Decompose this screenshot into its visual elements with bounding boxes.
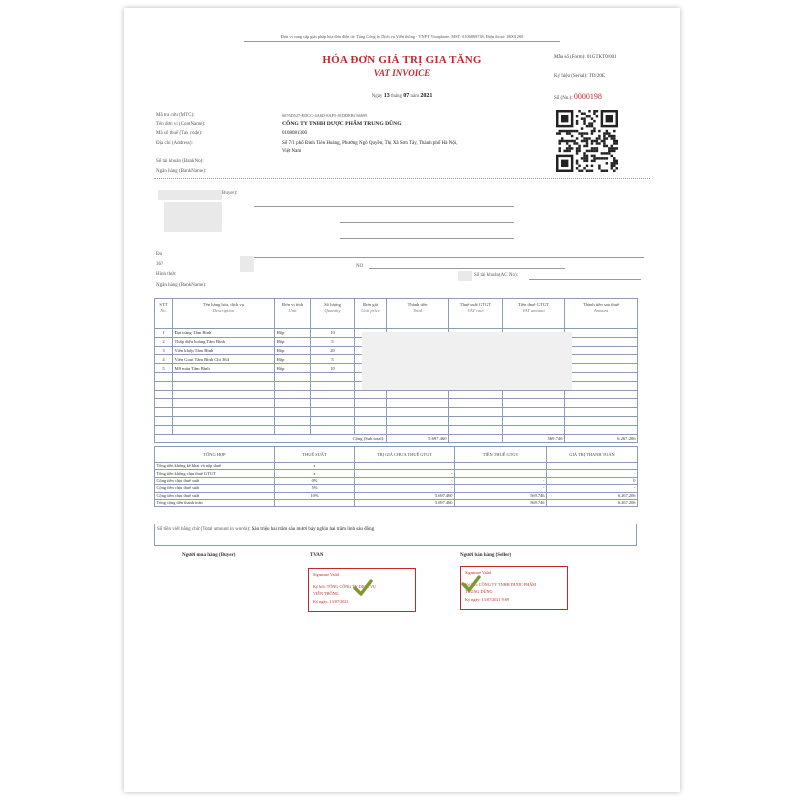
buyer-account-label: Số tài khoản(AC No):	[474, 273, 519, 278]
item-quantity: 20	[311, 346, 355, 355]
empty-cell	[311, 399, 355, 408]
summary-rate: x	[275, 463, 355, 470]
col-header-en: VAT amount	[522, 308, 545, 313]
form-number: Mẫu số (Form): 01GTKT0/001	[554, 55, 617, 60]
summary-vat	[455, 463, 547, 470]
summary-row	[155, 485, 638, 492]
empty-cell	[355, 390, 387, 399]
item-cell	[565, 355, 638, 364]
payment-method-label: Hình thức	[156, 272, 177, 277]
signature-valid-text: Signature Valid	[465, 570, 491, 575]
redacted-area	[164, 202, 222, 232]
items-col-header	[173, 299, 275, 329]
col-header-vn: Đơn giá	[363, 302, 378, 307]
amount-in-words: Số tiền viết bằng chữ (Total amount in words): Sáu triệu hai trăm sáu mươi bảy nghìn hai trăm linh sáu đồng	[154, 524, 637, 546]
empty-cell	[503, 425, 565, 434]
empty-cell	[503, 408, 565, 417]
empty-cell	[275, 425, 311, 434]
buyer-line	[340, 238, 514, 239]
summary-col-header: TỔNG HỢP	[155, 447, 275, 463]
empty-cell	[449, 408, 503, 417]
col-header-en: Unit	[288, 308, 297, 313]
subtotal-after-tax: 6.267.206	[565, 434, 638, 443]
empty-cell	[503, 416, 565, 425]
summary-rate: 5%	[275, 485, 355, 492]
items-col-header	[387, 299, 449, 329]
summary-pretax: -	[355, 470, 455, 477]
empty-cell	[355, 425, 387, 434]
summary-rate	[275, 499, 355, 506]
empty-cell	[565, 381, 638, 390]
summary-row	[155, 463, 638, 470]
summary-payment: 6.267.206	[547, 499, 638, 506]
empty-cell	[449, 425, 503, 434]
summary-pretax: -	[355, 477, 455, 484]
header-divider	[244, 41, 560, 42]
invoice-page	[124, 8, 680, 792]
empty-cell	[449, 399, 503, 408]
empty-cell	[311, 390, 355, 399]
empty-cell	[155, 425, 173, 434]
invoice-date: Ngày 13 tháng 07 năm 2021	[371, 93, 433, 99]
empty-cell	[565, 425, 638, 434]
col-header-vn: Số lượng	[324, 302, 341, 307]
items-col-header	[311, 299, 355, 329]
empty-cell	[387, 425, 449, 434]
empty-cell	[449, 416, 503, 425]
item-description: Viên Gout Tâm Bình Chi 364	[173, 355, 275, 364]
empty-cell	[355, 416, 387, 425]
check-icon	[461, 575, 481, 593]
signature-date: Ký ngày: 13/07/2021	[313, 599, 349, 604]
col-header-en: Amount	[593, 308, 609, 313]
empty-cell	[275, 408, 311, 417]
col-header-en: Unit price	[361, 308, 380, 313]
signature-signed-by-cont: TRUNG DŨNG	[465, 589, 493, 594]
item-no: 3	[155, 346, 173, 355]
summary-row	[155, 470, 638, 477]
empty-cell	[155, 381, 173, 390]
empty-cell	[565, 399, 638, 408]
table-row-empty	[155, 408, 638, 417]
empty-cell	[565, 408, 638, 417]
empty-cell	[387, 399, 449, 408]
signature-signed-by: Ký bởi: CÔNG TY TNHH DƯỢC PHẨM	[465, 582, 536, 587]
item-no: 4	[155, 355, 173, 364]
summary-vat: -	[455, 485, 547, 492]
summary-pretax: 5.697.460	[355, 499, 455, 506]
tvan-label: TVAN	[310, 553, 324, 558]
subtotal-rate	[449, 434, 503, 443]
col-header-vn: Thành tiền	[407, 302, 428, 307]
summary-pretax: 5.697.460	[355, 492, 455, 499]
col-header-vn: Đơn vị tính	[281, 302, 304, 307]
seller-divider	[154, 178, 650, 179]
empty-cell	[173, 372, 275, 381]
subtotal-amount: 5.697.460	[387, 434, 449, 443]
empty-cell	[311, 372, 355, 381]
item-description: Đại tràng Tâm Bình	[173, 329, 275, 338]
item-description: Viên khớp Tâm Bình	[173, 346, 275, 355]
empty-cell	[311, 381, 355, 390]
empty-cell	[565, 372, 638, 381]
empty-cell	[173, 399, 275, 408]
item-no: 2	[155, 337, 173, 346]
buyer-field-num: 36?	[156, 262, 164, 267]
empty-cell	[155, 390, 173, 399]
item-description: Thấp diệu hoàng Tâm Bình	[173, 337, 275, 346]
summary-col-header: TIỀN THUẾ GTGT	[455, 447, 547, 463]
empty-cell	[155, 372, 173, 381]
empty-cell	[275, 381, 311, 390]
subtotal-vat: 569.746	[503, 434, 565, 443]
item-unit: Hộp	[275, 337, 311, 346]
empty-cell	[275, 372, 311, 381]
summary-row	[155, 477, 638, 484]
qr-code	[556, 110, 618, 172]
address-label: Địa chỉ (Address):	[156, 141, 193, 146]
item-quantity: 10	[311, 329, 355, 338]
table-row-empty	[155, 416, 638, 425]
summary-payment	[547, 463, 638, 470]
item-quantity: 5	[311, 337, 355, 346]
col-header-en: Description	[212, 308, 235, 313]
items-col-header	[449, 299, 503, 329]
summary-vat: 569.746	[455, 499, 547, 506]
signature-signed-by: Ký bởi: TỔNG CÔNG TY DỊCH VỤ	[313, 584, 377, 589]
col-header-en: Quantity	[324, 308, 341, 313]
item-quantity: 5	[311, 355, 355, 364]
serial-number: Ký hiệu (Serial): TD/20E	[554, 74, 605, 79]
empty-cell	[275, 416, 311, 425]
summary-col-header: TRỊ GIÁ CHƯA THUẾ GTGT	[355, 447, 455, 463]
summary-label: Cộng tiền chịu thuế suất	[155, 492, 275, 499]
summary-vat: 569.746	[455, 492, 547, 499]
empty-cell	[173, 425, 275, 434]
mtc-label: Mã tra cứu (MTC):	[156, 113, 195, 118]
buyer-bank-label: Ngân hàng (BankName):	[156, 283, 207, 288]
buyer-field-da: Đa	[156, 252, 162, 257]
empty-cell	[155, 408, 173, 417]
summary-payment: -	[547, 485, 638, 492]
seller-company: CÔNG TY TNHH DƯỢC PHẨM TRUNG DŨNG	[282, 121, 402, 127]
buyer-line	[369, 268, 565, 269]
summary-header-row	[155, 447, 638, 463]
items-col-header	[355, 299, 387, 329]
table-row-empty	[155, 390, 638, 399]
item-quantity: 10	[311, 364, 355, 373]
col-header-vn: Thành tiền sau thuế	[582, 302, 620, 307]
summary-row	[155, 499, 638, 506]
col-header-vn: Tên hàng hóa, dịch vụ	[203, 302, 244, 307]
item-cell	[565, 346, 638, 355]
summary-pretax	[355, 463, 455, 470]
check-icon	[353, 579, 373, 597]
summary-label: Cộng tiền chịu thuế suất	[155, 485, 275, 492]
summary-label: Cộng tiền chịu thuế suất	[155, 477, 275, 484]
empty-cell	[275, 399, 311, 408]
items-col-header	[275, 299, 311, 329]
item-unit: Hộp	[275, 355, 311, 364]
redacted-area	[158, 190, 222, 200]
mtc-value: 6676D527-EDCC-4A6D-8AF5-81DDEBC66699	[282, 113, 368, 118]
empty-cell	[387, 408, 449, 417]
col-header-vn: Thuế suất GTGT	[459, 302, 492, 307]
item-description: Mỡ máu Tâm Bình	[173, 364, 275, 373]
summary-rate: 0%	[275, 477, 355, 484]
empty-cell	[311, 408, 355, 417]
item-cell	[565, 329, 638, 338]
item-unit: Hộp	[275, 329, 311, 338]
empty-cell	[449, 390, 503, 399]
item-no: 5	[155, 364, 173, 373]
empty-cell	[173, 390, 275, 399]
col-header-vn: Tiền thuế GTGT	[518, 302, 549, 307]
summary-col-header: THUẾ SUẤT	[275, 447, 355, 463]
summary-rate: 10%	[275, 492, 355, 499]
empty-cell	[311, 425, 355, 434]
seller-address-line2: Việt Nam	[282, 149, 302, 154]
einvoice-provider-note: Đơn vị cung cấp giải pháp hóa đơn điện tử: Tổng Công ty Dịch vụ Viễn thông - VNPT Vinaphone, MST: 0106869738, Điện thoại: 18001260	[280, 34, 524, 39]
summary-label: Tổng tiền không kê khai và nộp thuế	[155, 463, 275, 470]
seller-signature-box	[460, 566, 568, 610]
empty-cell	[275, 390, 311, 399]
seller-account-label: Số tài khoản (BankNo):	[156, 159, 204, 164]
summary-pretax: -	[355, 485, 455, 492]
company-label: Tên đơn vị (ComName):	[156, 122, 206, 127]
buyer-line	[340, 222, 514, 223]
buyer-label: Buyer):	[222, 191, 238, 196]
items-header-row	[155, 299, 638, 329]
empty-cell	[355, 399, 387, 408]
buyer-field-no: NO	[356, 264, 364, 269]
signature-signed-by-cont: VIỄN THÔNG	[313, 591, 339, 596]
empty-cell	[355, 408, 387, 417]
summary-table	[154, 446, 638, 507]
buyer-signature-title: Người mua hàng (Buyer)	[182, 553, 236, 558]
buyer-line	[254, 257, 644, 258]
table-row-empty	[155, 399, 638, 408]
col-header-en: VAT rate	[467, 308, 484, 313]
subtotal-row	[155, 434, 638, 443]
seller-tax-code: 0108081300	[282, 131, 307, 136]
seller-address-line1: Số 7/1 phố Đinh Tiên Hoàng, Phường Ngô Quyền, Thị Xã Sơn Tây, Thành phố Hà Nội,	[282, 141, 458, 146]
items-col-header	[503, 299, 565, 329]
redacted-area	[240, 256, 254, 272]
empty-cell	[173, 416, 275, 425]
buyer-line	[254, 206, 514, 207]
invoice-title-vn: HÓA ĐƠN GIÁ TRỊ GIA TĂNG	[322, 54, 482, 66]
item-unit: Hộp	[275, 346, 311, 355]
items-col-header	[565, 299, 638, 329]
summary-label: Tổng cộng tiền thanh toán	[155, 499, 275, 506]
empty-cell	[565, 390, 638, 399]
summary-label: Tổng tiền không chịu thuế GTGT	[155, 470, 275, 477]
col-header-en: Total	[412, 308, 423, 313]
empty-cell	[503, 390, 565, 399]
buyer-line	[529, 279, 641, 280]
summary-row	[155, 492, 638, 499]
item-no: 1	[155, 329, 173, 338]
tvan-signature-box	[308, 568, 416, 612]
seller-signature-title: Người bán hàng (Seller)	[460, 553, 512, 558]
empty-cell	[173, 381, 275, 390]
invoice-title-en: VAT INVOICE	[373, 68, 431, 78]
empty-cell	[311, 416, 355, 425]
item-cell	[565, 364, 638, 373]
redacted-area	[458, 271, 472, 281]
empty-cell	[155, 399, 173, 408]
col-header-en: No.	[160, 308, 167, 313]
empty-cell	[155, 416, 173, 425]
redacted-prices	[362, 332, 572, 390]
summary-payment: 6.267.206	[547, 492, 638, 499]
summary-vat	[455, 470, 547, 477]
signature-date: Ký ngày: 13/07/2021 9:09	[465, 597, 510, 602]
item-unit: Hộp	[275, 364, 311, 373]
empty-cell	[173, 408, 275, 417]
seller-bank-label: Ngân hàng (BankName):	[156, 169, 207, 174]
table-row-empty	[155, 425, 638, 434]
empty-cell	[565, 416, 638, 425]
items-col-header	[155, 299, 173, 329]
summary-col-header: GIÁ TRỊ THANH TOÁN	[547, 447, 638, 463]
empty-cell	[387, 416, 449, 425]
summary-vat: -	[455, 477, 547, 484]
signature-valid-text: Signature Valid	[313, 572, 339, 577]
invoice-number: Số (No.): 0000198	[554, 92, 602, 101]
col-header-vn: STT	[159, 302, 168, 307]
summary-payment: -	[547, 470, 638, 477]
summary-payment: 0	[547, 477, 638, 484]
subtotal-label: Cộng (Sub total):	[155, 434, 387, 443]
empty-cell	[503, 399, 565, 408]
summary-rate: x	[275, 470, 355, 477]
item-cell	[565, 337, 638, 346]
empty-cell	[387, 390, 449, 399]
tax-code-label: Mã số thuế (Tax code):	[156, 131, 203, 136]
